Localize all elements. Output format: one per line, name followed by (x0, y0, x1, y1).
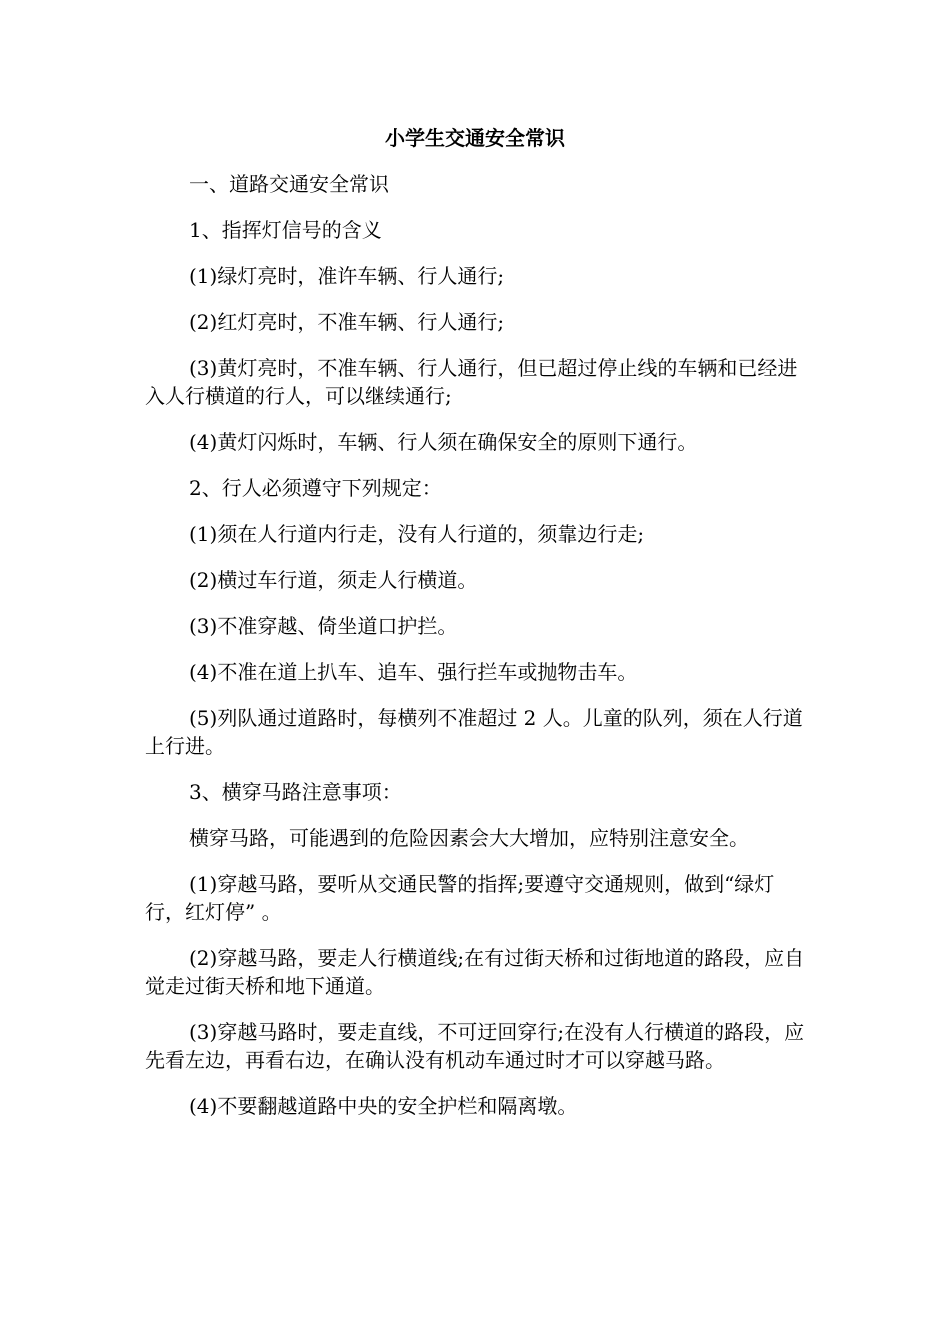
paragraph: (4)不准在道上扒车、追车、强行拦车或抛物击车。 (189, 660, 638, 684)
paragraph: (4)黄灯闪烁时，车辆、行人须在确保安全的原则下通行。 (189, 430, 698, 454)
paragraph: (2)红灯亮时，不准车辆、行人通行; (189, 310, 505, 334)
paragraph-subheading: 2、行人必须遵守下列规定： (189, 476, 442, 500)
document-body (145, 170, 810, 1138)
paragraph-subheading: 1、指挥灯信号的含义 (189, 218, 382, 242)
paragraph-subheading: 3、横穿马路注意事项： (189, 780, 402, 804)
paragraph: (1)须在人行道内行走，没有人行道的，须靠边行走; (189, 522, 645, 546)
paragraph-section-heading: 一、道路交通安全常识 (189, 172, 389, 196)
document-title: 小学生交通安全常识 (385, 126, 565, 150)
paragraph: (1)穿越马路，要听从交通民警的指挥;要遵守交通规则，做到“绿灯行，红灯停” 。 (145, 872, 775, 924)
paragraph: (5)列队通过道路时，每横列不准超过 2 人。儿童的队列，须在人行道上行进。 (145, 706, 803, 758)
paragraph: (3)穿越马路时，要走直线，不可迂回穿行;在没有人行横道的路段，应先看左边，再看右边，在确认没有机动车通过时才可以穿越马路。 (145, 1020, 805, 1072)
paragraph: (3)不准穿越、倚坐道口护拦。 (189, 614, 458, 638)
paragraph: (4)不要翻越道路中央的安全护栏和隔离墩。 (189, 1094, 578, 1118)
paragraph: (2)横过车行道，须走人行横道。 (189, 568, 478, 592)
paragraph: (3)黄灯亮时，不准车辆、行人通行，但已超过停止线的车辆和已经进入人行横道的行人，可以继续通行; (145, 356, 798, 408)
paragraph: (1)绿灯亮时，准许车辆、行人通行; (189, 264, 505, 288)
paragraph: (2)穿越马路，要走人行横道线;在有过街天桥和过街地道的路段，应自觉走过街天桥和地下通道。 (145, 946, 805, 998)
paragraph: 横穿马路，可能遇到的危险因素会大大增加，应特别注意安全。 (189, 826, 749, 850)
